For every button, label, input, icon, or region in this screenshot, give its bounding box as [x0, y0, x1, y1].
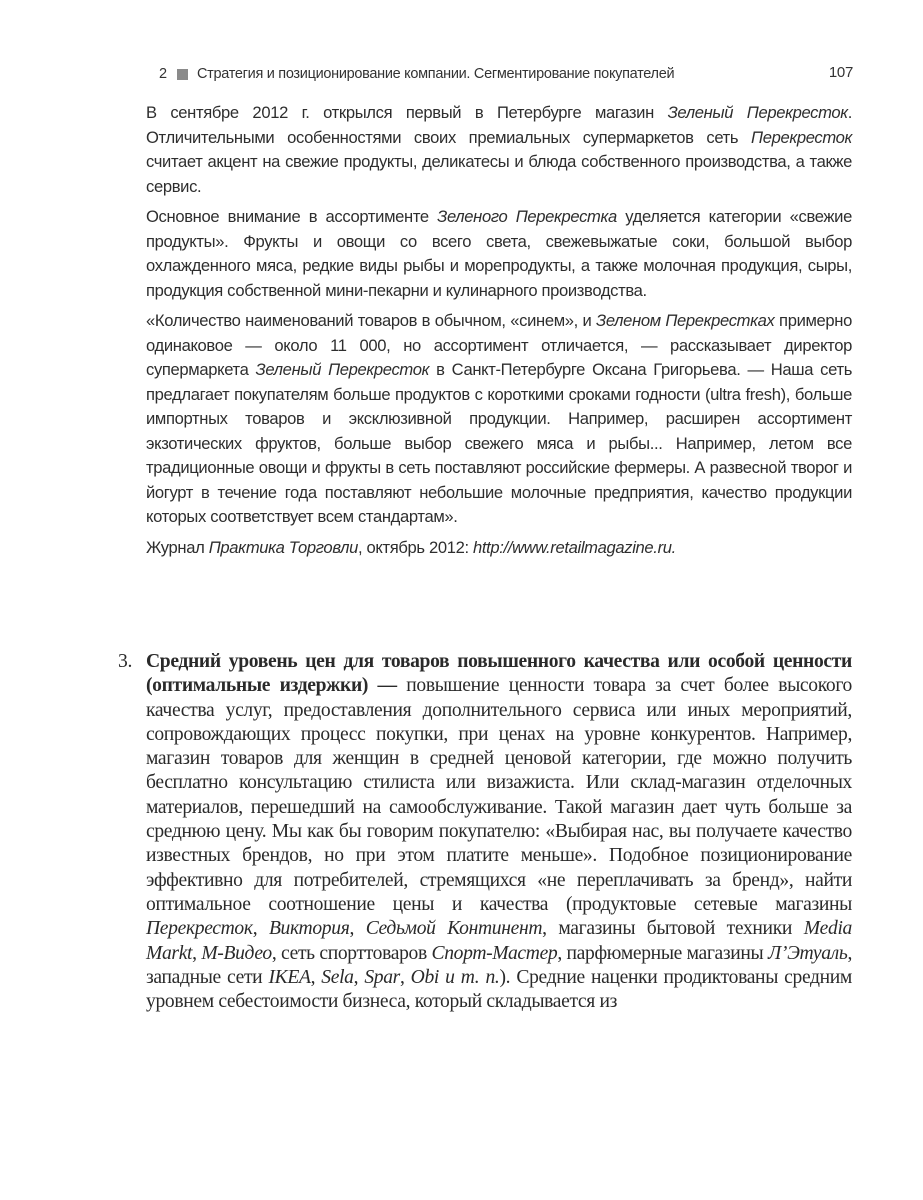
- text-run: ,: [192, 942, 202, 964]
- text-run: ,: [349, 918, 366, 940]
- text-run: уделяется категории «свежие продукты». Фрукты и овощи со всего света, свежевыжатые соки, большой выбор охлажденного мяса, редкие виды рыбы и морепродукты, а также молочная продукция, сыры, продукция собственной мини-пекарни и кулинарного производства.: [146, 207, 852, 300]
- box-quote-paragraph: [146, 309, 852, 530]
- list-item-body: [146, 650, 852, 1014]
- square-bullet-icon: [177, 69, 188, 80]
- text-run: , сеть спорттоваров: [271, 942, 432, 964]
- text-run: повышение ценности товара за счет более высокого качества услуг, предоставления дополнительного сервиса или иных мероприятий, сопровождающих процесс покупки, при ценах на уровне конкурентов. Например, магазин товаров для женщин в средней ценовой категории, где можно получить бесплатно консультацию стилиста или визажиста. Или склад-магазин отделочных материалов, перешедший на самообслуживание. Такой магазин дает чуть больше за среднюю цену. Мы как бы говорим покупателю: «Выбирая нас, вы получаете качество известных брендов, но при этом платите меньше». Подобное позиционирование эффективно для потребителей, стремящихся «не переплачивать за бренд», найти оптимальное соотношение цены и качества (продуктовые сетевые магазины: [146, 675, 852, 915]
- case-study-box: [146, 101, 852, 566]
- running-header: [159, 66, 853, 86]
- text-run: , парфюмерные магазины: [557, 942, 768, 964]
- brand-name: Media Markt: [146, 918, 852, 964]
- text-run: «Количество наименований товаров в обычном, «синем», и: [146, 311, 597, 330]
- text-run: в Санкт-Петербурге Оксана Григорьева. — Наша сеть предлагает покупателям больше продуктов с короткими сроками годности (ultra fresh), больше импортных товаров и эксклюзивной продукции. Например, расширен ассортимент экзотических фруктов, больше выбор свежего мяса и рыбы... Например, летом все традиционные овощи и фрукты в сеть поставляют российские фермеры. А развесной творог и йогурт в течение года поставляют небольшие молочные предприятия, качество продукции которых соответствует всем стандартам».: [146, 360, 853, 526]
- brand-name: IKEA: [268, 966, 311, 988]
- brand-name: Л’Этуаль: [767, 942, 848, 964]
- text-run: ,: [353, 966, 365, 988]
- text-run: , западные сети: [146, 942, 852, 988]
- box-paragraph: [146, 205, 852, 303]
- text-run-italic: Зеленый Перекресток: [255, 360, 430, 379]
- text-run: Журнал: [146, 537, 209, 557]
- brand-name: Виктория: [268, 918, 350, 940]
- brand-name: Spar: [364, 966, 400, 988]
- brand-name: Obi и т. п.: [410, 966, 500, 988]
- text-run-italic: Перекресток: [751, 127, 852, 147]
- text-run: считает акцент на свежие продукты, деликатесы и блюда собственного производства, а также сервис.: [146, 152, 852, 196]
- brand-name: Седьмой Континент: [365, 918, 543, 940]
- journal-title: Практика Торговли: [208, 537, 358, 557]
- source-url-link[interactable]: http://www.retailmagazine.ru.: [472, 537, 676, 557]
- numbered-list-item: [118, 650, 852, 1014]
- text-run: . Отличительными особенностями своих премиальных супермаркетов сеть: [146, 103, 853, 147]
- text-run: ,: [310, 966, 322, 988]
- text-run: ,: [252, 918, 269, 940]
- text-run: ). Средние наценки продиктованы средним уровнем себестоимости бизнеса, который складывается из: [146, 966, 852, 1013]
- list-number: 3.: [118, 651, 132, 672]
- brand-name: М-Видео: [201, 942, 272, 964]
- brand-name: Перекресток: [146, 918, 253, 940]
- box-source-citation: [146, 536, 852, 561]
- text-run-italic: Зеленого Перекрестка: [437, 207, 617, 226]
- page-number: 107: [828, 64, 853, 81]
- box-paragraph: [146, 101, 852, 199]
- text-run: , октябрь 2012:: [357, 537, 473, 557]
- text-run: , магазины бытовой техники: [542, 918, 804, 940]
- brand-name: Спорт-Мастер: [431, 942, 558, 964]
- text-run: В сентябре 2012 г. открылся первый в Петербурге магазин: [146, 103, 668, 122]
- chapter-title: Стратегия и позиционирование компании. Сегментирование покупателей: [197, 66, 675, 82]
- item-heading: Средний уровень цен для товаров повышенного качества или особой ценности (оптимальные издержки) —: [146, 651, 852, 697]
- text-run-italic: Зеленый Перекресток: [667, 103, 848, 122]
- text-run: Основное внимание в ассортименте: [146, 207, 438, 226]
- text-run: ,: [399, 966, 411, 988]
- text-run-italic: Зеленом Перекрестках: [596, 311, 775, 330]
- text-run: примерно одинаковое — около 11 000, но ассортимент отличается, — рассказывает директор супермаркета: [146, 311, 852, 379]
- brand-name: Sela: [321, 966, 354, 988]
- chapter-number: 2: [159, 66, 167, 82]
